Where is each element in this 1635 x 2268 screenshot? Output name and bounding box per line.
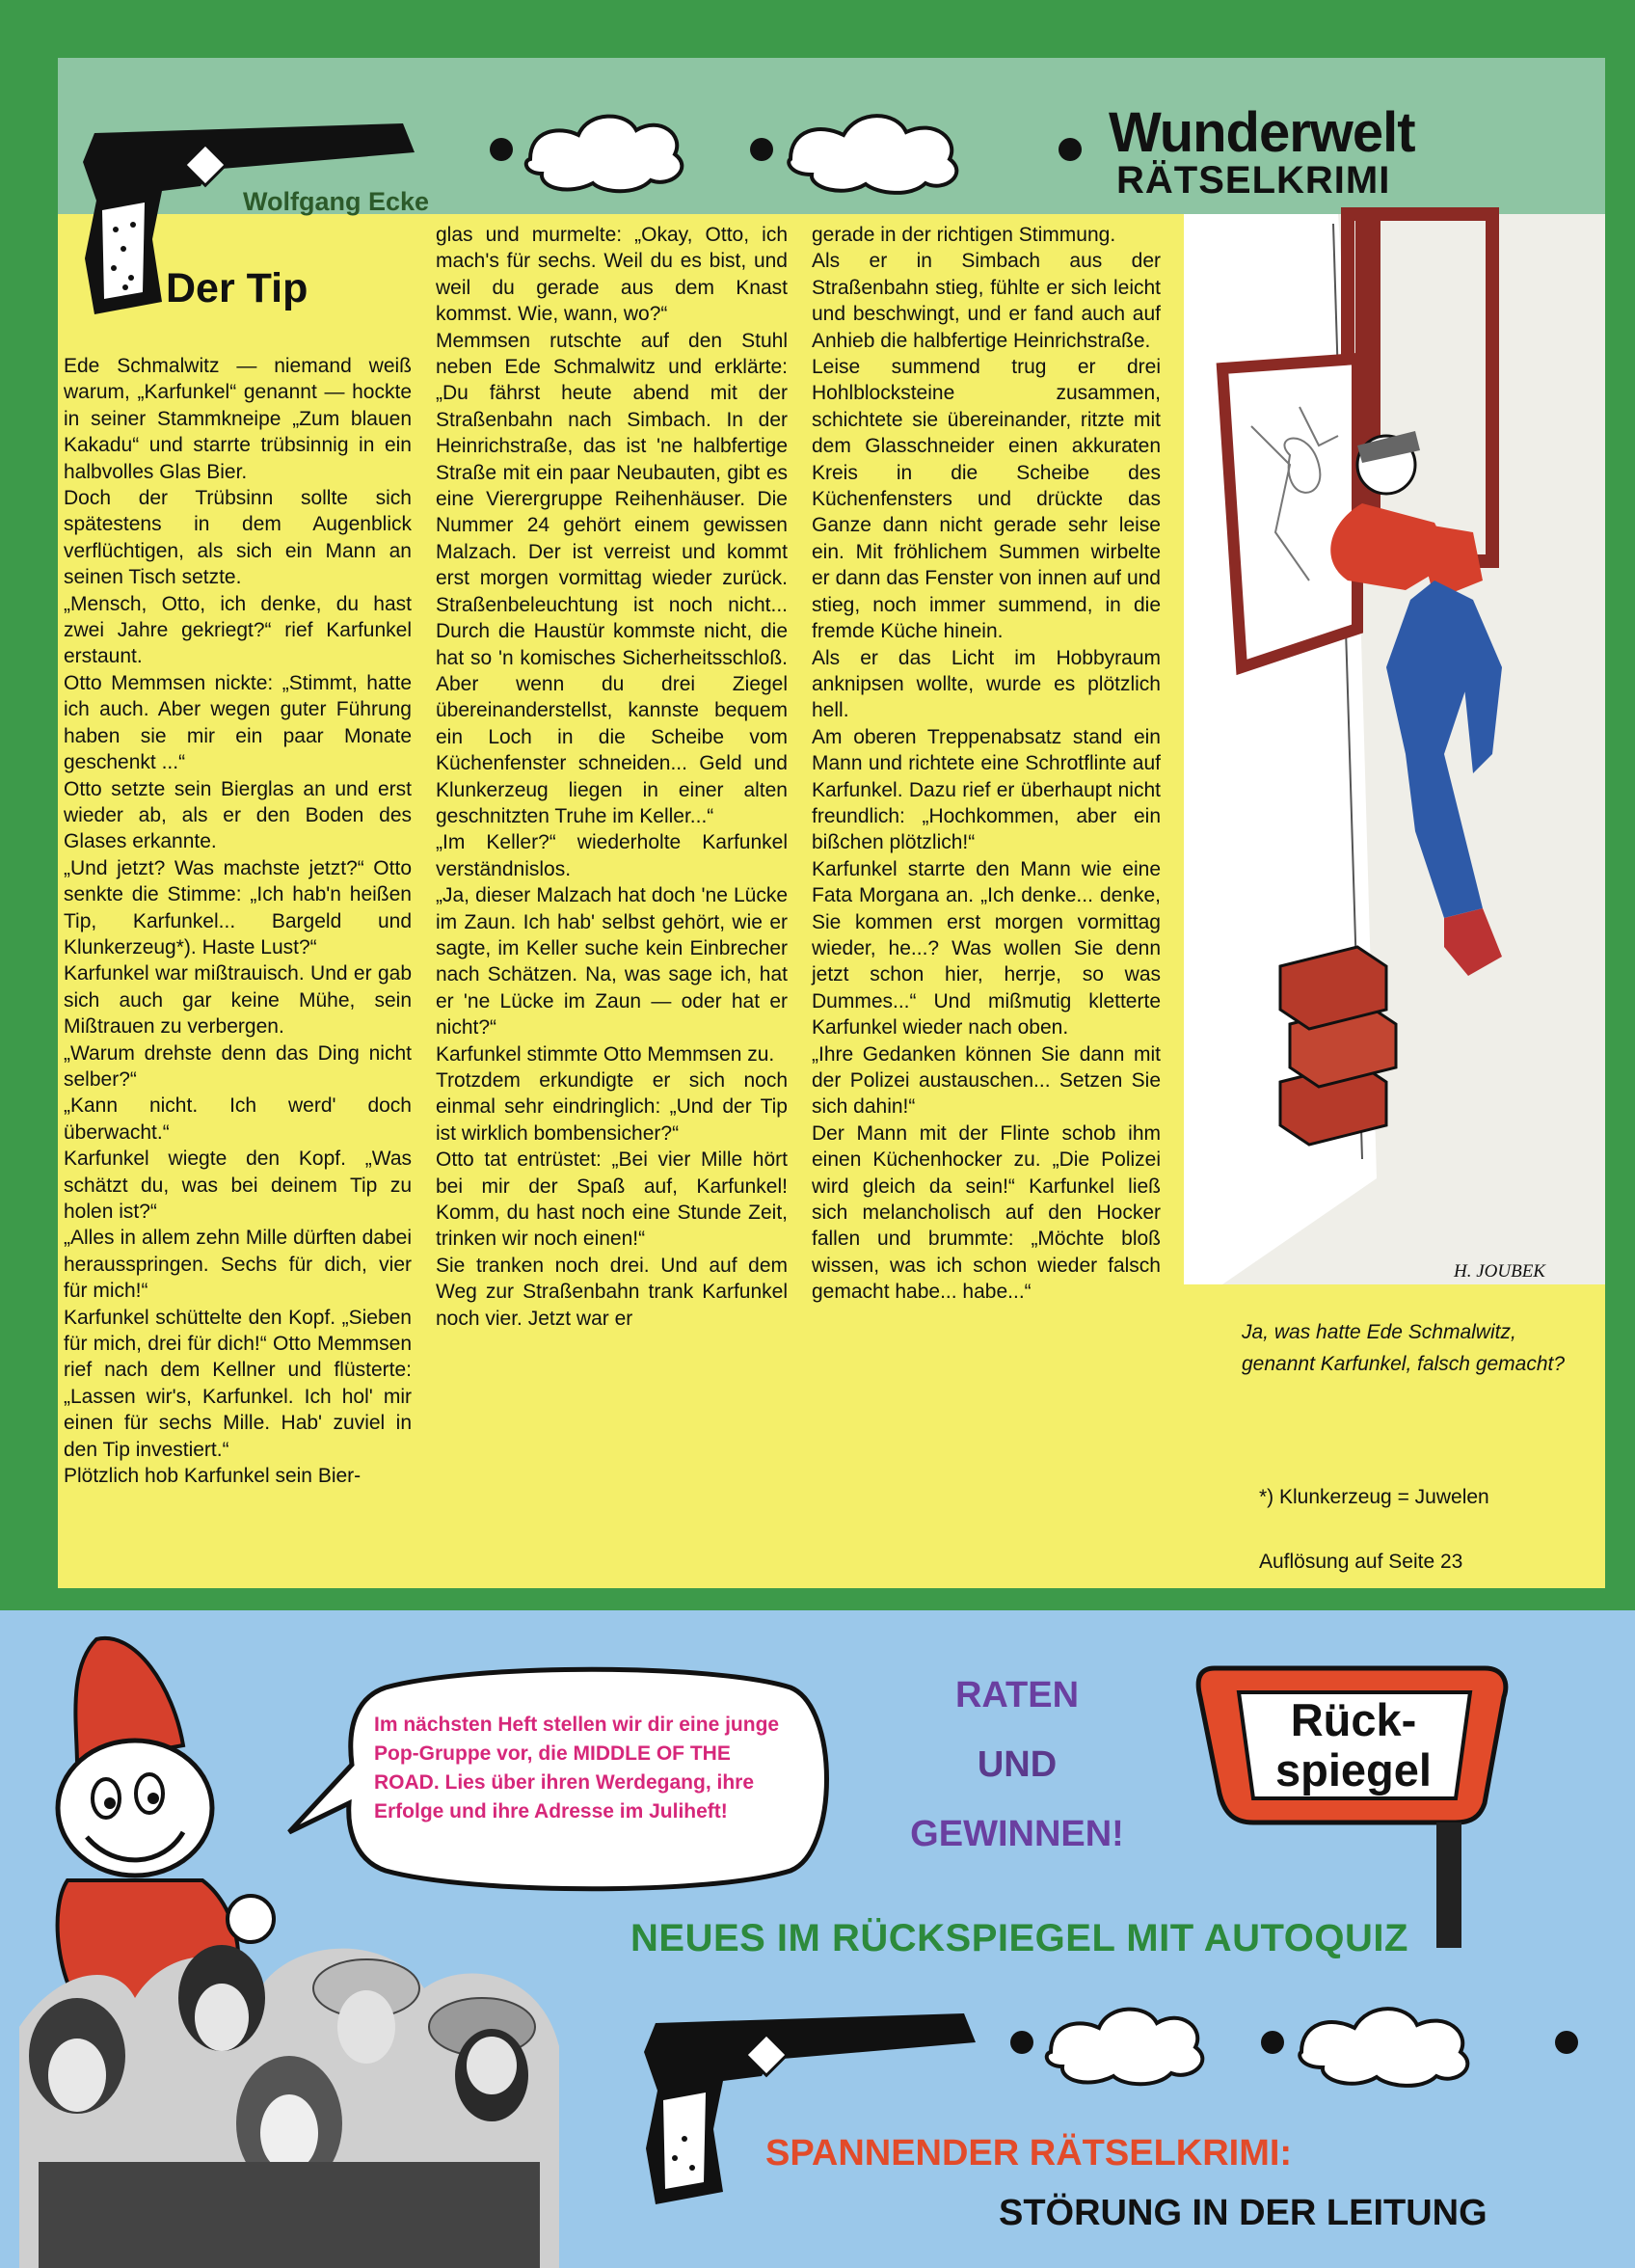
article-paragraph: Karfunkel schüttelte den Kopf. „Sieben für mich, drei für dich!“ Otto Memmsen rief nach dem Kellner und flüsterte: „Lassen wir's, Karfunkel. Ich hol' mir einen für sechs Mille. Hab' zuviel in den Tip investiert.“ xyxy=(64,1306,412,1461)
article-paragraph: „Im Keller?“ wiederholte Karfunkel verständnislos. xyxy=(436,831,788,880)
author-name: Wolfgang Ecke xyxy=(243,187,430,216)
article-paragraph: „Kann nicht. Ich werd' doch überwacht.“ xyxy=(64,1094,412,1144)
article-column-3 xyxy=(812,222,1161,1306)
article-column-2 xyxy=(436,222,788,1332)
puzzle-question: Ja, was hatte Ede Schmalwitz, genannt Karfunkel, falsch gemacht? xyxy=(1242,1321,1566,1375)
article-paragraph: „Mensch, Otto, ich denke, du hast zwei Jahre gekriegt?“ rief Karfunkel erstaunt. xyxy=(64,592,412,668)
article-paragraph: gerade in der richtigen Stimmung. xyxy=(812,224,1116,246)
sign-line-1: Rück- xyxy=(1290,1694,1417,1745)
autoquiz-headline: NEUES IM RÜCKSPIEGEL MIT AUTOQUIZ xyxy=(630,1917,1408,1959)
smoke-trail-icon-bottom xyxy=(993,1984,1591,2091)
rueckspiegel-sign-text xyxy=(1222,1695,1485,1796)
rearview-mirror-sign xyxy=(1195,1639,1514,1958)
article-title: Der Tip xyxy=(166,265,308,311)
article-column-1 xyxy=(64,353,412,1489)
brand-title: Wunderwelt xyxy=(1109,101,1415,164)
solution-reference: Auflösung auf Seite 23 xyxy=(1259,1551,1463,1573)
footnote: *) Klunkerzeug = Juwelen xyxy=(1259,1486,1489,1508)
article-paragraph: „Ja, dieser Malzach hat doch 'ne Lücke im Zaun. Ich hab' selbst gehört, wie er sagte, im Keller suche kein Einbrecher nach Schätzen. Na, was sage ich, hat er 'ne Lücke im Zaun — oder hat er nicht?“ xyxy=(436,884,788,1040)
next-krimi-label: SPANNENDER RÄTSELKRIMI: xyxy=(765,2133,1293,2174)
article-paragraph: Als er das Licht im Hobbyraum anknipsen wollte, wurde es plötzlich hell. xyxy=(812,646,1161,722)
article-paragraph: Karfunkel war mißtrauisch. Und er gab sich auch gar keine Mühe, sein Mißtrauen zu verbergen. xyxy=(64,962,412,1039)
raten-und-gewinnen xyxy=(901,1660,1133,1869)
stacked-bricks xyxy=(1280,947,1396,1145)
article-paragraph: Trotzdem erkundigte er sich noch einmal sehr eindringlich: „Und der Tip ist wirklich bombensicher?“ xyxy=(436,1069,788,1145)
article-paragraph: Karfunkel starrte den Mann wie eine Fata Morgana an. „Ich denke... denke, Sie kommen erst morgen vormittag wieder, he...? Was wollen Sie denn jetzt schon hier, herrje, so was Dummes...“ Und mißmutig kletterte Karfunkel wieder nach oben. xyxy=(812,857,1161,1040)
illustrator-signature: H. JOUBEK xyxy=(1454,1261,1545,1282)
article-paragraph: Der Mann mit der Flinte schob ihm einen Küchenhocker zu. „Die Polizei wird gleich da sein!“ Karfunkel ließ sich melancholisch auf den Hocker fallen und brummte: „Möchte bloß wissen, was ich schon wieder falsch gemacht habe... habe...“ xyxy=(812,1121,1161,1304)
brand-subtitle: RÄTSELKRIMI xyxy=(1116,159,1391,202)
article-paragraph: Leise summend trug er drei Hohlblocksteine zusammen, schichtete sie übereinander, ritzte mit dem Glasschneider einen akkuraten Kreis in die Scheibe des Küchenfensters und drückte das Ganze dann nicht gerade sehr leise ein. Mit fröhlichem Summen wirbelte er dann das Fenster von innen auf und stieg, noch immer summend, in die fremde Küche hinein. xyxy=(812,356,1161,643)
pop-group-photo xyxy=(19,1911,559,2268)
article-paragraph: glas und murmelte: „Okay, Otto, ich mach's für sechs. Weil du es bist, und weil du gerade aus dem Knast kommst. Wie, wann, wo?“ xyxy=(436,224,788,326)
article-paragraph: Karfunkel wiegte den Kopf. „Was schätzt du, was bei deinem Tip zu holen ist?“ xyxy=(64,1148,412,1223)
raten-line-3: GEWINNEN! xyxy=(910,1814,1124,1854)
article-paragraph: Memmsen rutschte auf den Stuhl neben Ede Schmalwitz und erklärte: „Du fährst heute abend mit der Straßenbahn nach Simbach. In der Heinrichstraße, das ist 'ne halbfertige Straße mit ein paar Neubauten, gibt es eine Vierergruppe Reihenhäuser. Die Nummer 24 gehört einem gewissen Malzach. Der ist verreist und kommt erst morgen vormittag wieder zurück. Straßenbeleuchtung ist noch nicht... Durch die Haustür kommste nicht, die hat so 'n komisches Sicherheitsschloß. Aber wenn du drei Ziegel übereinanderstellst, kannste bequem ein Loch in die Scheibe vom Küchenfenster schneiden... Geld und Klunkerzeug liegen in einer alten geschnitzten Truhe im Keller...“ xyxy=(436,329,788,827)
article-paragraph: Sie tranken noch drei. Und auf dem Weg zur Straßenbahn trank Karfunkel noch vier. Jetzt war er xyxy=(436,1254,788,1330)
article-paragraph: Karfunkel stimmte Otto Memmsen zu. xyxy=(436,1042,775,1066)
article-paragraph: Doch der Trübsinn sollte sich spätestens in dem Augenblick verflüchtigen, als sich ein Mann an seinen Tisch setzte. xyxy=(64,487,412,589)
article-paragraph: Ede Schmalwitz — niemand weiß warum, „Karfunkel“ genannt — hockte in seiner Stammkneipe „Zum blauen Kakadu“ und starrte trübsinnig in ein halbvolles Glas Bier. xyxy=(64,355,412,483)
burglar-illustration xyxy=(1184,214,1605,1284)
sign-line-2: spiegel xyxy=(1275,1744,1432,1796)
article-paragraph: Plötzlich hob Karfunkel sein Bier- xyxy=(64,1465,362,1488)
promo-bubble-text: Im nächsten Heft stellen wir dir eine junge Pop-Gruppe vor, die MIDDLE OF THE ROAD. Lies über ihren Werdegang, ihre Erfolge und ihre Adresse im Juliheft! xyxy=(374,1714,780,1822)
article-paragraph: Otto Memmsen nickte: „Stimmt, hatte ich auch. Aber wegen guter Führung haben sie mir ein paar Monate geschenkt ...“ xyxy=(64,671,412,774)
article-paragraph: Otto setzte sein Bierglas an und erst wieder ab, als er den Boden des Glases erkannte. xyxy=(64,777,412,853)
raten-line-2: UND xyxy=(977,1744,1058,1785)
article-paragraph: Als er in Simbach aus der Straßenbahn stieg, fühlte er sich leicht und beschwingt, und er fand auch auf Anhieb die halbfertige Heinrichstraße. xyxy=(812,250,1161,352)
article-paragraph: Am oberen Treppenabsatz stand ein Mann und richtete eine Schrotflinte auf Karfunkel. Dazu rief er überhaupt nicht freundlich: „Hochkommen, aber ein bißchen plötzlich!“ xyxy=(812,725,1161,854)
raten-line-1: RATEN xyxy=(954,1675,1080,1715)
article-paragraph: Otto tat entrüstet: „Bei vier Mille hört bei mir der Spaß auf, Karfunkel! Komm, du hast noch eine Stunde Zeit, trinken wir noch einen!“ xyxy=(436,1148,788,1251)
article-paragraph: „Warum drehste denn das Ding nicht selber?“ xyxy=(64,1041,412,1091)
article-paragraph: „Und jetzt? Was machste jetzt?“ Otto senkte die Stimme: „Ich hab'n heißen Tip, Karfunkel... Bargeld und Klunkerzeug*). Haste Lust?“ xyxy=(64,856,412,958)
article-paragraph: „Ihre Gedanken können Sie dann mit der Polizei austauschen... Setzen Sie sich dahin!“ xyxy=(812,1042,1161,1119)
smoke-trail-icon xyxy=(472,92,1089,198)
next-krimi-title: STÖRUNG IN DER LEITUNG xyxy=(999,2193,1488,2233)
article-paragraph: „Alles in allem zehn Mille dürften dabei herausspringen. Sechs für dich, vier für mich!“ xyxy=(64,1227,412,1303)
